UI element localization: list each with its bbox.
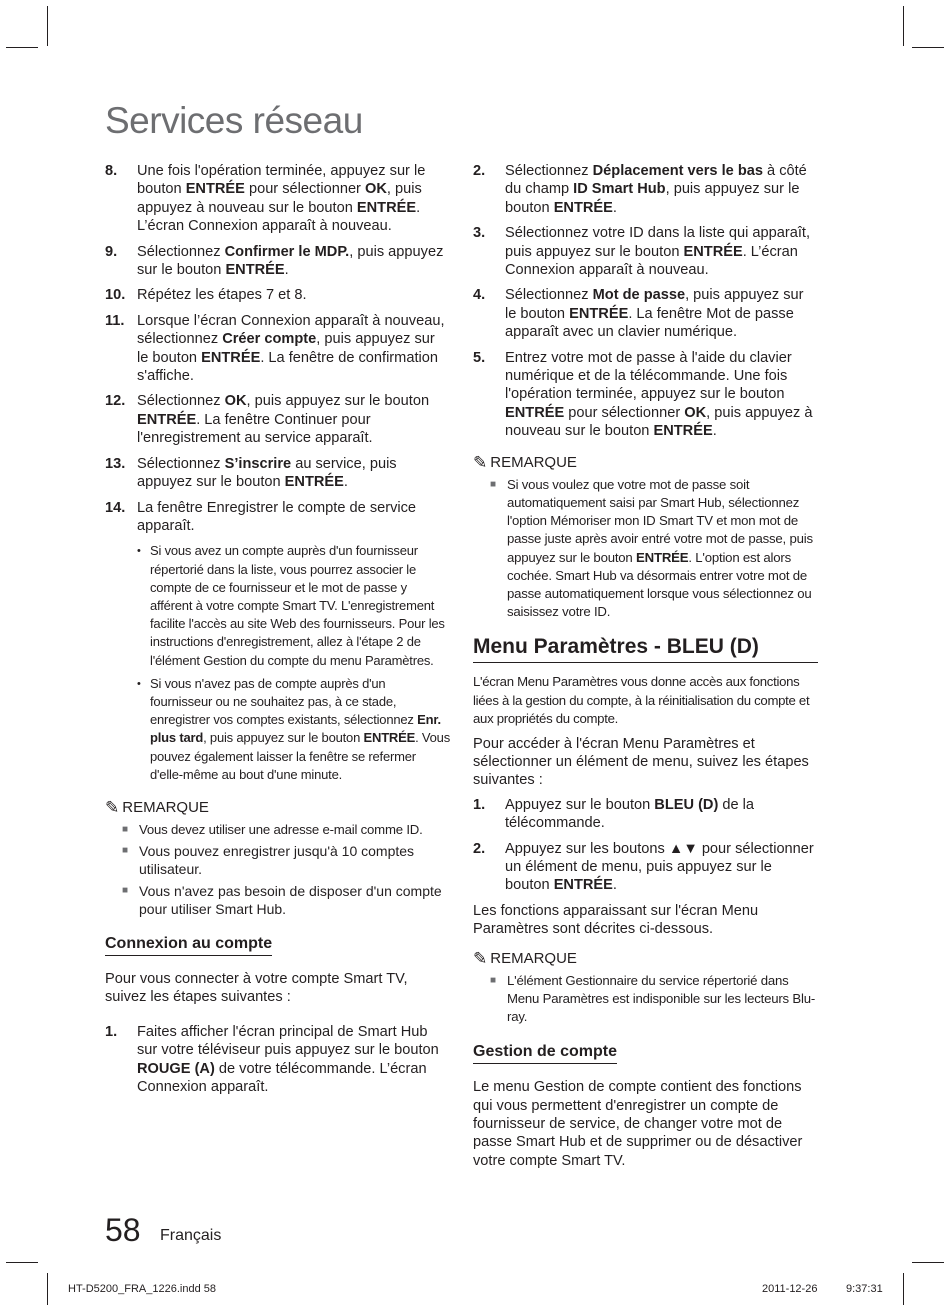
section-subheading: Connexion au compte [105, 935, 272, 956]
remark-label: REMARQUE [122, 799, 209, 817]
step-number: 1. [105, 1023, 118, 1040]
step-text: Sélectionnez Déplacement vers le bas à côté du champ ID Smart Hub, puis appuyez sur le bouton ENTRÉE. [505, 163, 807, 216]
remark-item [105, 821, 450, 839]
language-label: Français [160, 1227, 222, 1244]
bullet-item [137, 675, 450, 784]
step-item [473, 349, 818, 441]
step-text: Appuyez sur le bouton BLEU (D) de la télécommande. [505, 796, 755, 832]
crop-mark [912, 47, 944, 48]
step-text: Appuyez sur les boutons ▲▼ pour sélectionner un élément de menu, puis appuyez sur le bouton ENTRÉE. [505, 840, 814, 894]
step-item [473, 840, 818, 895]
square-bullet-icon: ■ [122, 845, 129, 857]
step-number: 5. [473, 349, 486, 366]
bullet-text: Si vous avez un compte auprès d'un fournisseur répertorié dans la liste, vous pourrez associer le compte de ce fournisseur et le mot de passe y afférent à votre compte Smart TV. L'enregistrement facilite l'accès au site Web des fournisseurs. Pour les instructions d'enregistrement, allez à l'étape 2 de l'élément Gestion du compte du menu Paramètres. [150, 543, 445, 668]
remark-text: Si vous voulez que votre mot de passe soit automatiquement saisi par Smart Hub, sélectionnez l'option Mémoriser mon ID Smart TV et mon mot de passe juste après avoir entré votre mot de passe, puis appuyez sur le bouton ENTRÉE. L'option est alors cochée. Smart Hub va désormais entrer votre mot de passe automatiquement lorsque vous sélectionnez ou saisissez votre ID. [507, 476, 813, 620]
step-text: Répétez les étapes 7 et 8. [137, 287, 307, 304]
step-number: 4. [473, 287, 486, 304]
crop-mark [903, 6, 904, 46]
step-text: Sélectionnez Mot de passe, puis appuyez sur le bouton ENTRÉE. La fenêtre Mot de passe apparaît avec un clavier numérique. [505, 287, 804, 341]
square-bullet-icon: ■ [122, 823, 128, 835]
square-bullet-icon: ■ [490, 478, 496, 490]
paragraph: Pour accéder à l'écran Menu Paramètres et sélectionner un élément de menu, suivez les étapes suivantes : [473, 735, 809, 789]
footer-file: HT-D5200_FRA_1226.indd 58 [68, 1283, 216, 1295]
left-column [105, 162, 450, 1103]
step-item [473, 224, 818, 279]
crop-mark [47, 6, 48, 46]
step-text: Sélectionnez S’inscrire au service, puis appuyez sur le bouton ENTRÉE. [137, 455, 397, 491]
section-title: Menu Paramètres - BLEU (D) [473, 635, 818, 663]
remark-text: Vous n'avez pas besoin de disposer d'un compte pour utiliser Smart Hub. [139, 882, 442, 917]
footer-date: 2011-12-26 [762, 1283, 818, 1295]
crop-mark [912, 1262, 944, 1263]
crop-mark [47, 1273, 48, 1305]
step-item [105, 1023, 450, 1097]
step-text: Sélectionnez votre ID dans la liste qui apparaît, puis appuyez sur le bouton ENTRÉE. L’écran Connexion apparaît à nouveau. [505, 225, 811, 279]
step-item [105, 312, 450, 386]
step-number: 11. [105, 312, 125, 329]
square-bullet-icon: ■ [490, 974, 496, 986]
paragraph: Les fonctions apparaissant sur l'écran Menu Paramètres sont décrites ci-dessous. [473, 902, 759, 938]
remark-label: REMARQUE [490, 454, 577, 472]
step-number: 8. [105, 163, 118, 179]
remark-label: REMARQUE [490, 950, 577, 968]
step-item [473, 286, 818, 341]
step-text: Entrez votre mot de passe à l'aide du clavier numérique et de la télécommande. Une fois l'opération terminée, appuyez sur le bouton ENTRÉE pour sélectionner OK, puis appuyez à nouveau sur le bouton ENTRÉE. [505, 349, 813, 440]
crop-mark [6, 1262, 38, 1263]
step-text: Sélectionnez OK, puis appuyez sur le bouton ENTRÉE. La fenêtre Continuer pour l'enregistrement au service apparaît. [137, 393, 430, 447]
square-bullet-icon: ■ [122, 884, 129, 896]
right-column [473, 162, 818, 1176]
step-number: 9. [105, 243, 118, 260]
bullet-dot-icon: • [137, 677, 141, 690]
remark-item [473, 972, 818, 1027]
step-number: 2. [473, 840, 486, 857]
remark-heading [473, 949, 818, 969]
step-text: Sélectionnez Confirmer le MDP., puis appuyez sur le bouton ENTRÉE. [137, 243, 444, 279]
step-text: Lorsque l’écran Connexion apparaît à nouveau, sélectionnez Créer compte, puis appuyez sur le bouton ENTRÉE. La fenêtre de confirmation s'affiche. [137, 312, 445, 385]
step-item [473, 162, 818, 217]
remark-item [105, 882, 450, 918]
step-list [105, 1023, 450, 1097]
step-list [473, 162, 818, 441]
remark-text: Vous devez utiliser une adresse e-mail comme ID. [139, 821, 423, 837]
step-item [105, 286, 450, 304]
crop-mark [903, 1273, 904, 1305]
page-number: 58 [105, 1212, 141, 1248]
remark-item [105, 842, 450, 878]
paragraph: Le menu Gestion de compte contient des fonctions qui vous permettent d'enregistrer un compte de fournisseur de service, de changer votre mot de passe Smart Hub et de supprimer ou de désactiver votre compte Smart TV. [473, 1079, 803, 1169]
remark-text: L'élément Gestionnaire du service répertorié dans Menu Paramètres est indisponible sur les lecteurs Blu-ray. [507, 972, 816, 1024]
paragraph: L'écran Menu Paramètres vous donne accès aux fonctions liées à la gestion du compte, à la réinitialisation du compte et aux propriétés du compte. [473, 674, 810, 727]
bullet-list [137, 542, 450, 784]
pencil-icon: ✎ [105, 797, 120, 817]
remark-text: Vous pouvez enregistrer jusqu'à 10 comptes utilisateur. [139, 843, 415, 878]
step-number: 13. [105, 455, 126, 472]
step-number: 3. [473, 225, 486, 242]
pencil-icon: ✎ [473, 452, 488, 472]
step-text: Faites afficher l'écran principal de Smart Hub sur votre téléviseur puis appuyez sur le bouton ROUGE (A) de votre télécommande. L’écran Connexion apparaît. [137, 1023, 439, 1095]
crop-mark [6, 47, 38, 48]
remark-list [105, 821, 450, 918]
bullet-item [137, 542, 450, 669]
footer-time: 9:37:31 [846, 1283, 883, 1295]
step-number: 10. [105, 287, 126, 304]
bullet-text: Si vous n'avez pas de compte auprès d'un fournisseur ou ne souhaitez pas, à ce stade, enregistrer vos comptes existants, sélectionnez Enr. plus tard, puis appuyez sur le bouton ENTRÉE. Vous pouvez également laisser la fenêtre se refermer d'elle-même au bout d'une minute. [150, 675, 450, 782]
step-number: 2. [473, 163, 486, 179]
step-item [105, 392, 450, 447]
page-title: Services réseau [105, 100, 363, 141]
step-item [473, 796, 818, 833]
step-text: La fenêtre Enregistrer le compte de service apparaît. [137, 499, 417, 534]
step-text: Une fois l'opération terminée, appuyez sur le bouton ENTRÉE pour sélectionner OK, puis appuyez à nouveau sur le bouton ENTRÉE. L’écran Connexion apparaît à nouveau. [137, 163, 426, 235]
section-subheading: Gestion de compte [473, 1043, 617, 1064]
step-list [473, 796, 818, 895]
step-number: 12. [105, 393, 126, 410]
step-item [105, 243, 450, 280]
step-item [105, 499, 450, 536]
pencil-icon: ✎ [473, 948, 488, 968]
step-number: 1. [473, 796, 486, 813]
step-item [105, 162, 450, 236]
remark-heading [105, 798, 450, 818]
intro-paragraph: Pour vous connecter à votre compte Smart TV, suivez les étapes suivantes : [105, 970, 408, 1006]
remark-item [473, 476, 818, 622]
step-list [105, 162, 450, 535]
bullet-dot-icon: • [137, 545, 141, 558]
step-item [105, 455, 450, 492]
remark-heading [473, 453, 818, 473]
step-number: 14. [105, 499, 126, 516]
